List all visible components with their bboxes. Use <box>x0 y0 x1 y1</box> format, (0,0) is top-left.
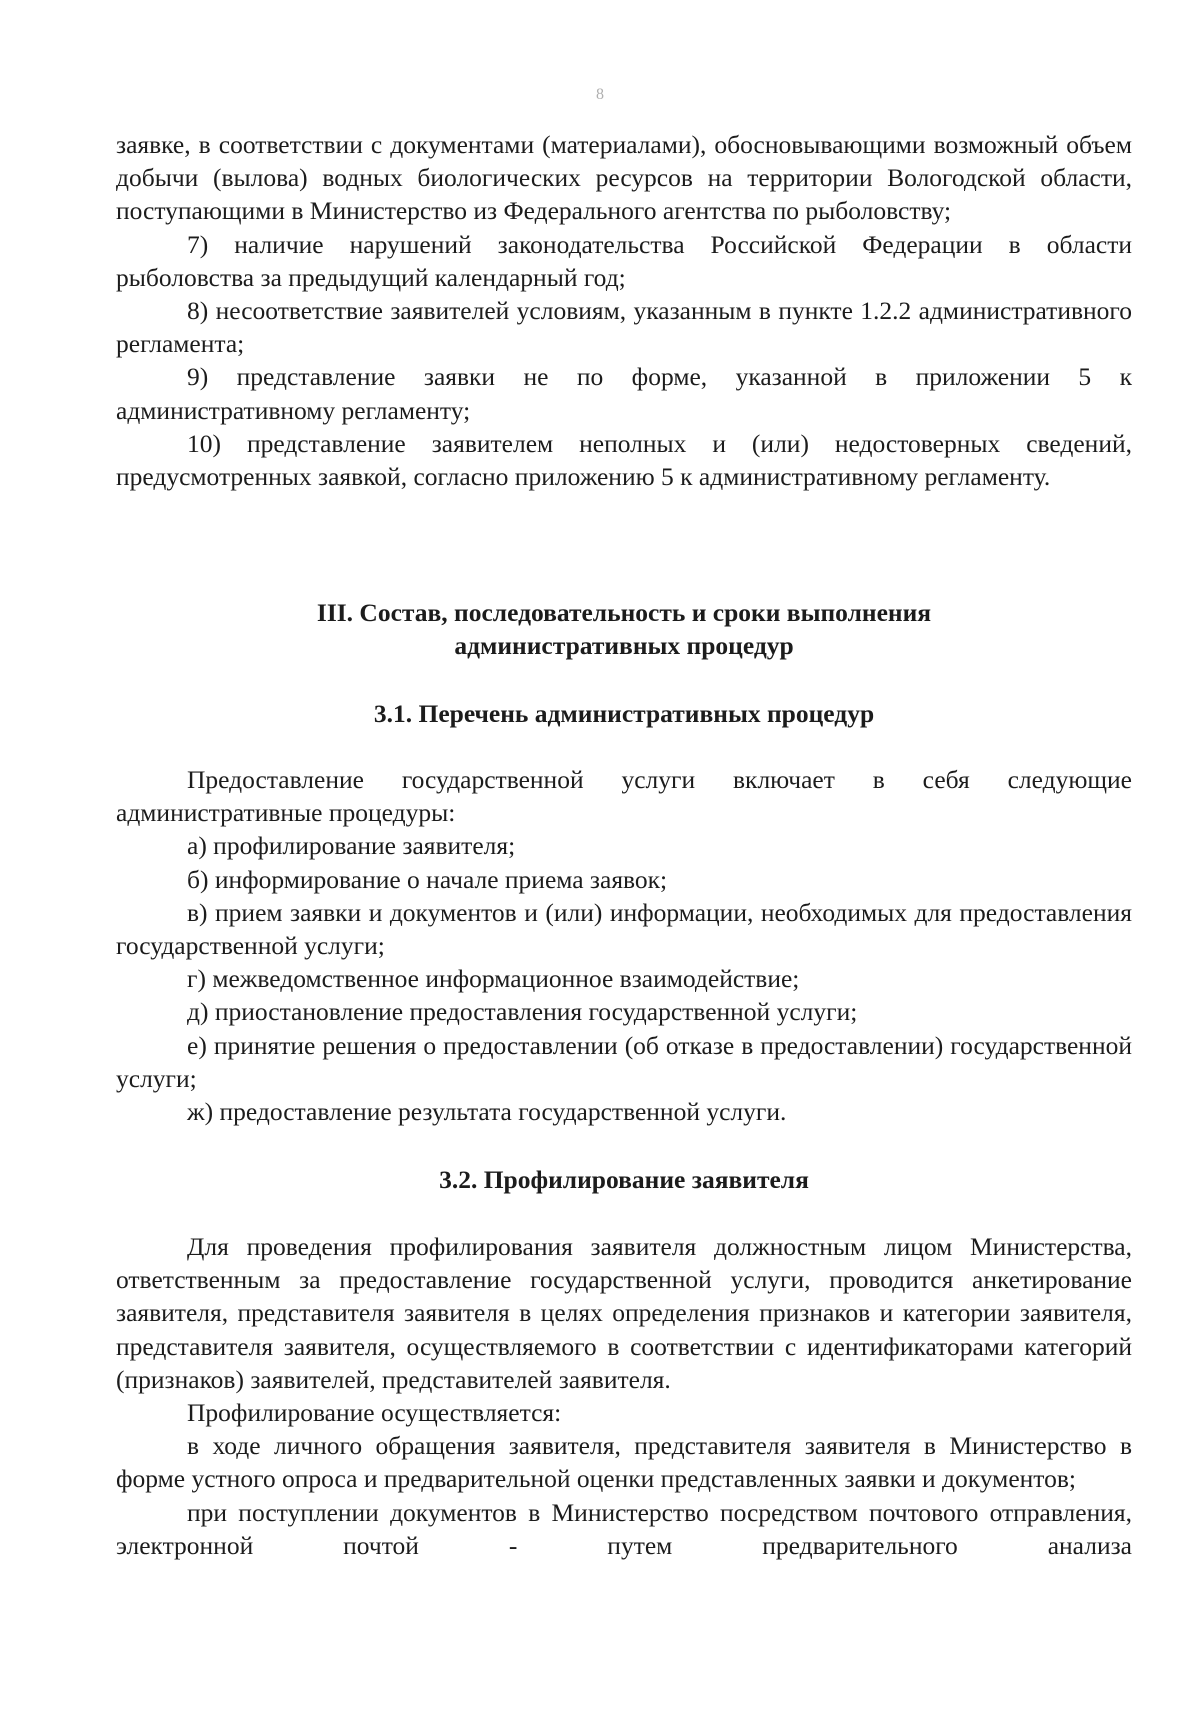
section-3-heading-line2: административных процедур <box>454 631 794 661</box>
profiling-paragraph: Для проведения профилирования заявителя должностным лицом Министерства, ответственным за предоставление государственной услуги, проводится анкетирование заявителя, представителя заявителя в целях определения признаков и категории заявителя, представителя заявителя, осуществляемого в соответствии с идентификаторами категорий (признаков) заявителей, представителей заявителя. <box>116 1232 1132 1394</box>
procedure-item-e: е) принятие решения о предоставлении (об отказе в предоставлении) государственной услуги; <box>116 1030 1132 1093</box>
profiling-method-postal: при поступлении документов в Министерство посредством почтового отправления, электронной почтой - путем предварительного анализа <box>116 1497 1132 1560</box>
procedure-item-g: г) межведомственное информационное взаимодействие; <box>187 964 800 994</box>
section-3-heading <box>116 596 1132 662</box>
list-item-7: 7) наличие нарушений законодательства Российской Федерации в области рыболовства за предыдущий календарный год; <box>116 229 1132 292</box>
section-3-2-heading: 3.2. Профилирование заявителя <box>439 1165 809 1194</box>
list-item-10: 10) представление заявителем неполных и (или) недостоверных сведений, предусмотренных заявкой, согласно приложению 5 к административному регламенту. <box>116 428 1132 492</box>
procedure-item-d: д) приостановление предоставления государственной услуги; <box>187 997 858 1027</box>
profiling-method-personal: в ходе личного обращения заявителя, представителя заявителя в Министерство в форме устного опроса и предварительной оценки представленных заявки и документов; <box>116 1431 1132 1494</box>
section-3-2-body <box>116 1230 1132 1562</box>
section-3-heading-line1: III. Состав, последовательность и сроки выполнения <box>316 598 932 627</box>
profiling-methods-intro: Профилирование осуществляется: <box>187 1398 562 1428</box>
section-3-1-body <box>116 763 1132 1128</box>
paragraph-continuation: заявке, в соответствии с документами (материалами), обосновывающими возможный объем добычи (вылова) водных биологических ресурсов на территории Вологодской области, поступающими в Министерство из Федерального агентства по рыболовству; <box>116 130 1132 226</box>
procedure-item-b: б) информирование о начале приема заявок; <box>187 864 668 894</box>
list-item-8: 8) несоответствие заявителей условиям, указанным в пункте 1.2.2 административного регламента; <box>116 296 1132 359</box>
procedure-item-zh: ж) предоставление результата государственной услуги. <box>187 1097 787 1127</box>
procedure-item-v: в) прием заявки и документов и (или) информации, необходимых для предоставления государственной услуги; <box>116 897 1132 961</box>
page-number: 8 <box>596 86 604 103</box>
list-item-9: 9) представление заявки не по форме, указанной в приложении 5 к административному регламенту; <box>116 362 1132 425</box>
procedure-item-a: а) профилирование заявителя; <box>187 831 516 861</box>
continuation-block <box>116 128 1132 493</box>
section-3-1-intro: Предоставление государственной услуги включает в себя следующие административные процедуры: <box>116 765 1132 828</box>
section-3-1-heading: 3.1. Перечень административных процедур <box>373 699 875 728</box>
